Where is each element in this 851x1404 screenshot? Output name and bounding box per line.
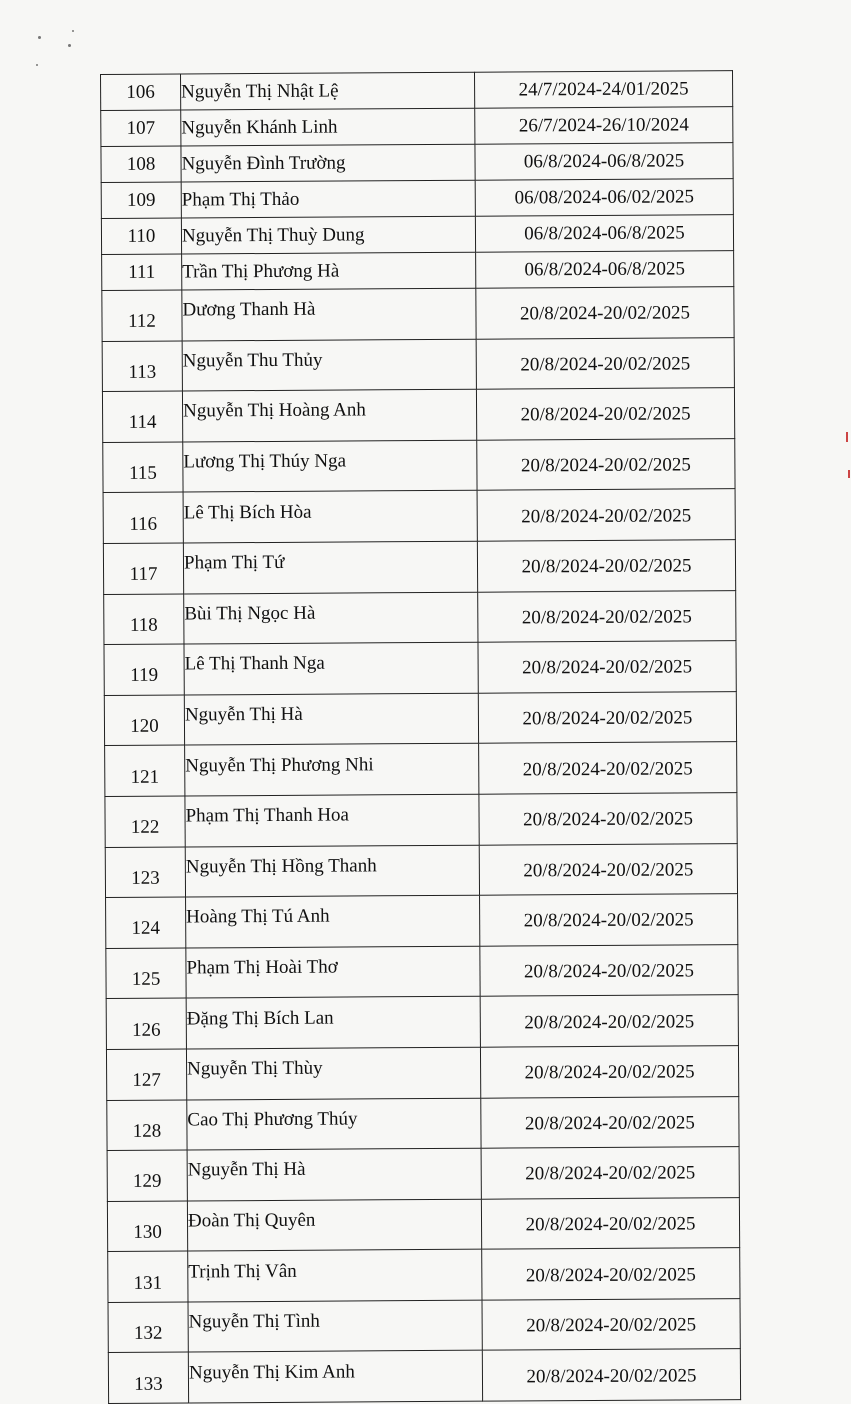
roster-table bbox=[100, 70, 741, 1404]
table-row bbox=[103, 489, 735, 543]
contract-period: 06/8/2024-06/8/2025 bbox=[475, 143, 733, 181]
contract-period: 20/8/2024-20/02/2025 bbox=[480, 944, 738, 996]
table-row bbox=[108, 1248, 740, 1302]
person-name: Nguyễn Thị Thuỳ Dung bbox=[181, 216, 475, 254]
row-number: 119 bbox=[104, 644, 184, 695]
table-row bbox=[103, 540, 735, 594]
person-name: Nguyễn Thị Tình bbox=[188, 1300, 482, 1352]
table-row bbox=[103, 438, 735, 492]
person-name: Nguyễn Thị Hà bbox=[187, 1148, 481, 1200]
contract-period: 20/8/2024-20/02/2025 bbox=[479, 843, 737, 895]
table-row bbox=[107, 1147, 739, 1201]
table-row bbox=[101, 179, 733, 219]
contract-period: 20/8/2024-20/02/2025 bbox=[476, 287, 734, 339]
contract-period: 20/8/2024-20/02/2025 bbox=[478, 691, 736, 743]
row-number: 124 bbox=[106, 897, 186, 948]
contract-period: 20/8/2024-20/02/2025 bbox=[477, 438, 735, 490]
contract-period: 06/8/2024-06/8/2025 bbox=[476, 251, 734, 289]
row-number: 117 bbox=[103, 543, 183, 594]
row-number: 114 bbox=[102, 391, 182, 442]
person-name: Nguyễn Thị Hồng Thanh bbox=[185, 845, 479, 897]
row-number: 115 bbox=[103, 442, 183, 493]
person-name: Phạm Thị Thanh Hoa bbox=[185, 794, 479, 846]
row-number: 109 bbox=[101, 182, 181, 218]
row-number: 111 bbox=[102, 254, 182, 290]
person-name: Bùi Thị Ngọc Hà bbox=[184, 592, 478, 644]
table-row bbox=[101, 215, 733, 255]
person-name: Trịnh Thị Vân bbox=[188, 1249, 482, 1301]
scan-speck bbox=[68, 44, 71, 47]
contract-period: 26/7/2024-26/10/2024 bbox=[475, 107, 733, 145]
person-name: Trần Thị Phương Hà bbox=[182, 252, 476, 290]
table-row bbox=[102, 287, 734, 341]
person-name: Lê Thị Thanh Nga bbox=[184, 642, 478, 694]
table-row bbox=[104, 691, 736, 745]
contract-period: 20/8/2024-20/02/2025 bbox=[479, 742, 737, 794]
person-name: Dương Thanh Hà bbox=[182, 288, 476, 340]
row-number: 110 bbox=[101, 218, 181, 254]
table-row bbox=[106, 944, 738, 998]
contract-period: 20/8/2024-20/02/2025 bbox=[481, 1147, 739, 1199]
table-row bbox=[106, 995, 738, 1049]
contract-period: 06/8/2024-06/8/2025 bbox=[475, 215, 733, 253]
row-number: 129 bbox=[107, 1150, 187, 1201]
table-row bbox=[106, 1046, 738, 1100]
contract-period: 06/08/2024-06/02/2025 bbox=[475, 179, 733, 217]
table-row bbox=[102, 251, 734, 291]
contract-period: 24/7/2024-24/01/2025 bbox=[474, 71, 732, 109]
contract-period: 20/8/2024-20/02/2025 bbox=[476, 337, 734, 389]
row-number: 120 bbox=[104, 695, 184, 746]
table-row bbox=[107, 1197, 739, 1251]
person-name: Phạm Thị Tứ bbox=[183, 541, 477, 593]
person-name: Nguyễn Thu Thủy bbox=[182, 339, 476, 391]
person-name: Nguyễn Thị Hà bbox=[184, 693, 478, 745]
table-row bbox=[101, 107, 733, 147]
row-number: 122 bbox=[105, 796, 185, 847]
table-row bbox=[101, 143, 733, 183]
contract-period: 20/8/2024-20/02/2025 bbox=[476, 388, 734, 440]
table-row bbox=[101, 71, 733, 111]
contract-period: 20/8/2024-20/02/2025 bbox=[480, 1046, 738, 1098]
row-number: 112 bbox=[102, 290, 182, 341]
person-name: Nguyễn Khánh Linh bbox=[181, 108, 475, 146]
table-row bbox=[102, 388, 734, 442]
row-number: 113 bbox=[102, 341, 182, 392]
table-row bbox=[104, 641, 736, 695]
person-name: Đoàn Thị Quyên bbox=[187, 1199, 481, 1251]
roster-table-body bbox=[101, 71, 741, 1404]
scan-edge-mark bbox=[848, 470, 850, 478]
row-number: 133 bbox=[108, 1352, 188, 1403]
contract-period: 20/8/2024-20/02/2025 bbox=[482, 1248, 740, 1300]
person-name: Nguyễn Thị Phương Nhi bbox=[185, 744, 479, 796]
person-name: Hoàng Thị Tú Anh bbox=[186, 895, 480, 947]
contract-period: 20/8/2024-20/02/2025 bbox=[477, 489, 735, 541]
row-number: 121 bbox=[105, 745, 185, 796]
person-name: Nguyễn Thị Nhật Lệ bbox=[181, 72, 475, 110]
table-row bbox=[102, 337, 734, 391]
table-row bbox=[105, 793, 737, 847]
row-number: 107 bbox=[101, 110, 181, 146]
table-row bbox=[106, 894, 738, 948]
scan-edge-mark bbox=[846, 432, 848, 442]
contract-period: 20/8/2024-20/02/2025 bbox=[482, 1298, 740, 1350]
scan-speck bbox=[38, 36, 41, 39]
roster-table-container bbox=[100, 70, 738, 1395]
contract-period: 20/8/2024-20/02/2025 bbox=[480, 894, 738, 946]
row-number: 128 bbox=[107, 1099, 187, 1150]
contract-period: 20/8/2024-20/02/2025 bbox=[481, 1096, 739, 1148]
person-name: Nguyễn Thị Kim Anh bbox=[188, 1351, 482, 1403]
person-name: Nguyễn Đình Trường bbox=[181, 144, 475, 182]
row-number: 116 bbox=[103, 492, 183, 543]
table-row bbox=[108, 1298, 740, 1352]
table-row bbox=[104, 590, 736, 644]
table-row bbox=[105, 742, 737, 796]
row-number: 126 bbox=[106, 998, 186, 1049]
row-number: 123 bbox=[105, 847, 185, 898]
table-row bbox=[107, 1096, 739, 1150]
person-name: Phạm Thị Thảo bbox=[181, 180, 475, 218]
person-name: Đặng Thị Bích Lan bbox=[186, 997, 480, 1049]
person-name: Cao Thị Phương Thúy bbox=[187, 1098, 481, 1150]
row-number: 127 bbox=[106, 1049, 186, 1100]
person-name: Phạm Thị Hoài Thơ bbox=[186, 946, 480, 998]
contract-period: 20/8/2024-20/02/2025 bbox=[478, 590, 736, 642]
contract-period: 20/8/2024-20/02/2025 bbox=[480, 995, 738, 1047]
person-name: Lê Thị Bích Hòa bbox=[183, 491, 477, 543]
row-number: 131 bbox=[108, 1251, 188, 1302]
table-row bbox=[108, 1349, 740, 1403]
contract-period: 20/8/2024-20/02/2025 bbox=[478, 641, 736, 693]
person-name: Nguyễn Thị Hoàng Anh bbox=[182, 389, 476, 441]
person-name: Nguyễn Thị Thùy bbox=[186, 1047, 480, 1099]
row-number: 130 bbox=[107, 1201, 187, 1252]
contract-period: 20/8/2024-20/02/2025 bbox=[477, 540, 735, 592]
row-number: 132 bbox=[108, 1302, 188, 1353]
row-number: 108 bbox=[101, 146, 181, 182]
person-name: Lương Thị Thúy Nga bbox=[183, 440, 477, 492]
row-number: 125 bbox=[106, 948, 186, 999]
scan-speck bbox=[72, 30, 74, 32]
table-row bbox=[105, 843, 737, 897]
scan-speck bbox=[36, 64, 38, 66]
row-number: 118 bbox=[104, 594, 184, 645]
contract-period: 20/8/2024-20/02/2025 bbox=[479, 793, 737, 845]
contract-period: 20/8/2024-20/02/2025 bbox=[481, 1197, 739, 1249]
contract-period: 20/8/2024-20/02/2025 bbox=[482, 1349, 740, 1401]
row-number: 106 bbox=[101, 74, 181, 110]
